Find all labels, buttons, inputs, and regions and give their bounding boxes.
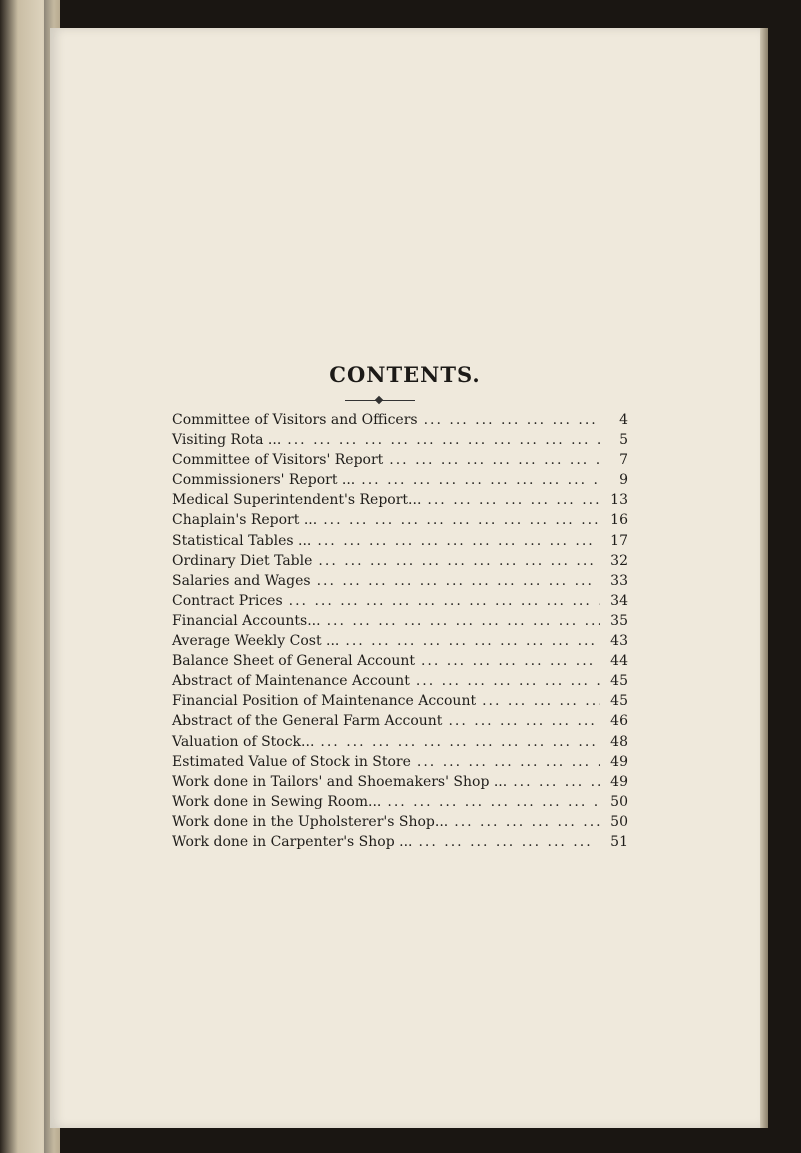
toc-entry xyxy=(172,673,628,693)
dot-leader xyxy=(454,814,600,830)
toc-entry xyxy=(172,512,628,532)
toc-entry-title: Abstract of the General Farm Account xyxy=(172,713,443,730)
toc-entry xyxy=(172,573,628,593)
toc-entry-title: Financial Position of Maintenance Account xyxy=(172,693,477,710)
toc-entry-page: 17 xyxy=(610,532,628,549)
dot-leader xyxy=(320,734,600,750)
toc-entry-title: Committee of Visitors' Report xyxy=(172,452,384,469)
toc-entry-page: 7 xyxy=(619,452,628,469)
toc-entry-title: Abstract of Maintenance Account xyxy=(172,673,410,690)
toc-entry-page: 49 xyxy=(610,773,628,790)
toc-entry-page: 35 xyxy=(610,612,628,629)
dot-leader xyxy=(361,472,600,488)
toc-entry-title: Statistical Tables ... xyxy=(172,532,312,549)
toc-entry-title: Ordinary Diet Table xyxy=(172,552,313,569)
dot-leader xyxy=(427,492,600,508)
toc-entry xyxy=(172,774,628,794)
toc-entry-title: Work done in Carpenter's Shop ... xyxy=(172,833,413,850)
contents-heading: CONTENTS. xyxy=(329,362,481,387)
toc-entry-page: 32 xyxy=(610,552,628,569)
toc-entry-title: Visiting Rota ... xyxy=(172,432,282,449)
toc-entry-title: Financial Accounts... xyxy=(172,612,321,629)
toc-entry xyxy=(172,814,628,834)
toc-entry-title: Chaplain's Report ... xyxy=(172,512,318,529)
toc-entry-title: Work done in Tailors' and Shoemakers' Shop ... xyxy=(172,773,508,790)
dot-leader xyxy=(482,693,600,709)
toc-entry xyxy=(172,794,628,814)
dot-leader xyxy=(448,713,600,729)
toc-entry xyxy=(172,633,628,653)
toc-entry-title: Estimated Value of Stock in Store xyxy=(172,753,411,770)
toc-entry xyxy=(172,533,628,553)
toc-entry xyxy=(172,412,628,432)
dot-leader xyxy=(327,613,600,629)
toc-entry xyxy=(172,452,628,472)
toc-entry-page: 43 xyxy=(610,633,628,650)
toc-entry-page: 5 xyxy=(619,432,628,449)
toc-entry xyxy=(172,734,628,754)
dot-leader xyxy=(416,673,600,689)
toc-entry-page: 9 xyxy=(619,472,628,489)
dot-leader xyxy=(424,412,600,428)
toc-entry-page: 13 xyxy=(610,492,628,509)
dot-leader xyxy=(417,754,600,770)
toc-entry-page: 48 xyxy=(610,733,628,750)
dot-leader xyxy=(317,533,600,549)
toc-entry xyxy=(172,834,628,854)
dot-leader xyxy=(317,573,600,589)
toc-entry-page: 51 xyxy=(610,833,628,850)
toc-entry-title: Average Weekly Cost ... xyxy=(172,633,340,650)
dot-leader xyxy=(323,512,600,528)
toc-entry xyxy=(172,613,628,633)
toc-entry xyxy=(172,553,628,573)
toc-entry-page: 45 xyxy=(610,693,628,710)
toc-entry-page: 44 xyxy=(610,653,628,670)
dot-leader xyxy=(389,452,600,468)
toc-entry-title: Salaries and Wages xyxy=(172,572,311,589)
toc-entry-title: Work done in the Upholsterer's Shop... xyxy=(172,813,449,830)
toc-entry-page: 50 xyxy=(610,793,628,810)
toc-entry xyxy=(172,754,628,774)
dot-leader xyxy=(421,653,600,669)
toc-entry xyxy=(172,653,628,673)
toc-entry-page: 16 xyxy=(610,512,628,529)
toc-entry-page: 49 xyxy=(610,753,628,770)
toc-entry xyxy=(172,472,628,492)
table-of-contents xyxy=(172,412,628,854)
toc-entry xyxy=(172,492,628,512)
toc-entry-page: 50 xyxy=(610,813,628,830)
page-right-edge xyxy=(760,28,768,1128)
dot-leader xyxy=(345,633,600,649)
toc-entry-page: 46 xyxy=(610,713,628,730)
toc-entry-title: Medical Superintendent's Report... xyxy=(172,492,422,509)
toc-entry-page: 45 xyxy=(610,673,628,690)
toc-entry xyxy=(172,693,628,713)
toc-entry-page: 4 xyxy=(619,412,628,428)
dot-leader xyxy=(418,834,600,850)
toc-entry-page: 34 xyxy=(610,592,628,609)
toc-entry-page: 33 xyxy=(610,572,628,589)
toc-entry xyxy=(172,432,628,452)
dot-leader xyxy=(287,432,600,448)
dot-leader xyxy=(387,794,600,810)
dot-leader xyxy=(289,593,600,609)
dot-leader xyxy=(513,774,600,790)
dot-leader xyxy=(318,553,600,569)
toc-entry-title: Contract Prices xyxy=(172,592,283,609)
toc-entry xyxy=(172,593,628,613)
toc-entry-title: Valuation of Stock... xyxy=(172,733,315,750)
toc-entry-title: Work done in Sewing Room... xyxy=(172,793,382,810)
toc-entry-title: Committee of Visitors and Officers xyxy=(172,412,418,428)
toc-entry-title: Commissioners' Report ... xyxy=(172,472,356,489)
toc-entry xyxy=(172,713,628,733)
toc-entry-title: Balance Sheet of General Account xyxy=(172,653,415,670)
